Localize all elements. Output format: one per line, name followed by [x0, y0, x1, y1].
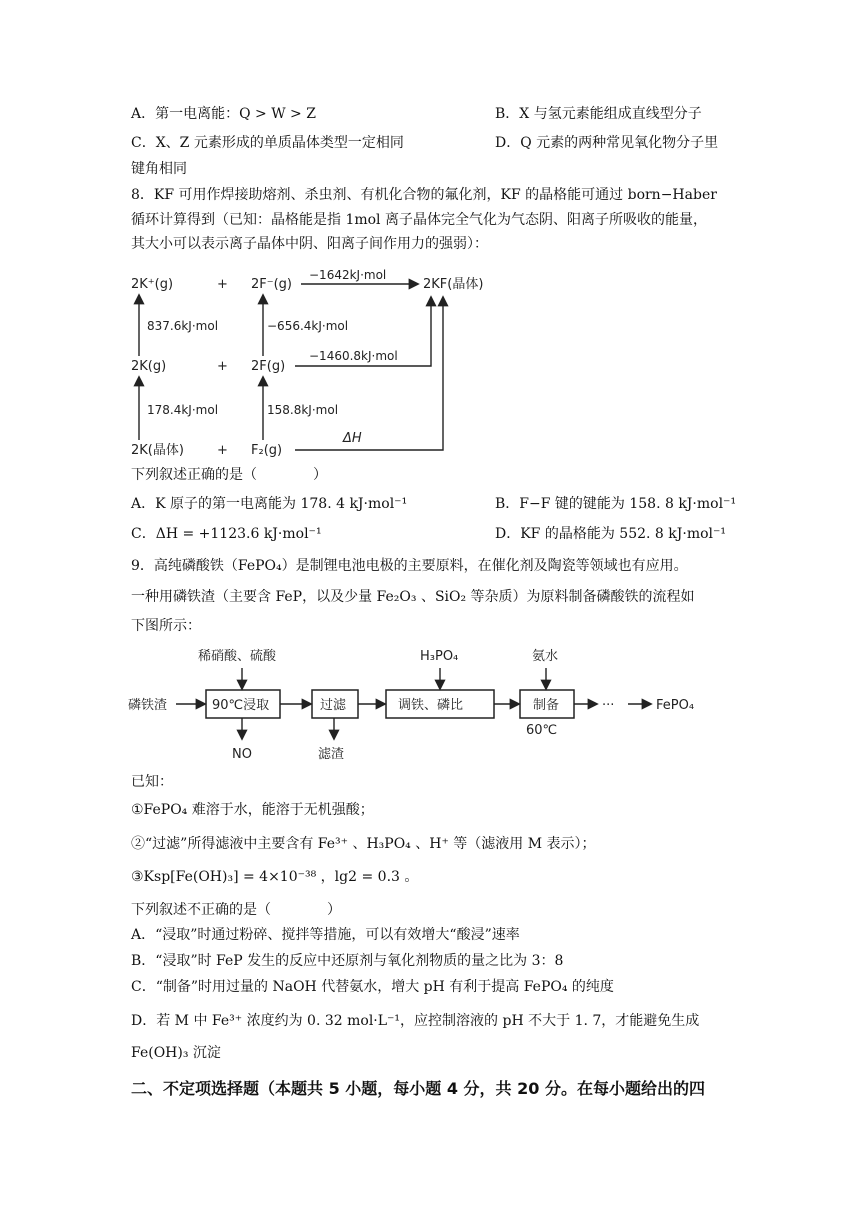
q8-option-b: B．F−F 键的键能为 158. 8 kJ·mol⁻¹: [495, 496, 737, 512]
plus-sign-3: +: [217, 443, 228, 458]
q9-option-d-continued: Fe(OH)₃ 沉淀: [131, 1045, 221, 1061]
product-kf-label: 2KF(晶体): [423, 277, 484, 292]
step-filter-label: 过滤: [320, 698, 347, 713]
q9-prompt: 下列叙述不正确的是（ ）: [131, 902, 341, 918]
q8-option-a: A．K 原子的第一电离能为 178. 4 kJ·mol⁻¹: [131, 496, 408, 512]
temperature-label: 60℃: [526, 723, 558, 738]
q7-option-c: C．X、Z 元素形成的单质晶体类型一定相同: [131, 135, 404, 151]
f2-gas-label: F₂(g): [251, 443, 283, 458]
section-heading: 二、不定项选择题（本题共 5 小题，每小题 4 分，共 20 分。在每小题给出的四: [131, 1079, 705, 1098]
lattice-energy-label: −1642kJ·mol: [309, 268, 387, 282]
product-label: FePO₄: [656, 698, 695, 713]
q7-option-a: A．第一电离能：Q > W > Z: [131, 106, 316, 122]
q9-option-a: A．“浸取”时通过粉碎、搅拌等措施，可以有效增大“酸浸”速率: [131, 927, 520, 943]
reagent3-label: H₃PO₄: [420, 649, 459, 664]
q9-option-d: D．若 M 中 Fe³⁺ 浓度约为 0. 32 mol·L⁻¹，应控制溶液的 pH 不大于 1. 7，才能避免生成: [131, 1013, 700, 1029]
gas-energy-label: −1460.8kJ·mol: [309, 349, 398, 363]
reagent4-label: 氨水: [532, 649, 559, 664]
q7-option-d: D．Q 元素的两种常见氧化物分子里: [495, 135, 719, 151]
q9-option-b: B．“浸取”时 FeP 发生的反应中还原剂与氧化剂物质的量之比为 3：8: [131, 953, 564, 969]
ionization-energy-label: 837.6kJ·mol: [147, 319, 219, 333]
q8-prompt: 下列叙述正确的是（ ）: [131, 467, 327, 483]
sublimation-energy-label: 178.4kJ·mol: [147, 403, 219, 417]
q9-known-3: ③Ksp[Fe(OH)₃] = 4×10⁻³⁸ ，lg2 = 0.3 。: [131, 869, 419, 885]
q9-option-c: C．“制备”时用过量的 NaOH 代替氨水，增大 pH 有利于提高 FePO₄ 的纯度: [131, 979, 614, 995]
k-ion-label: 2K⁺(g): [131, 277, 174, 292]
q9-known-2: ②“过滤”所得滤液中主要含有 Fe³⁺ 、H₃PO₄ 、H⁺ 等（滤液用 M 表示）；: [131, 836, 596, 852]
born-haber-diagram: [125, 262, 515, 462]
q7-option-d-continued: 键角相同: [131, 161, 187, 177]
f-ion-label: 2F⁻(g): [251, 277, 293, 292]
plus-sign-1: +: [217, 277, 228, 292]
residue-label: 滤渣: [318, 747, 345, 762]
step-leaching-label: 90℃浸取: [212, 698, 270, 713]
process-flow-chart: [128, 640, 728, 765]
q7-option-b: B．X 与氢元素能组成直线型分子: [495, 106, 702, 122]
k-gas-label: 2K(g): [131, 359, 167, 374]
q8-stem-line1: 8．KF 可用作焊接助熔剂、杀虫剂、有机化合物的氟化剂，KF 的晶格能可通过 born−Haber: [131, 187, 717, 203]
delta-h-label: ΔH: [343, 431, 362, 446]
k-solid-label: 2K(晶体): [131, 443, 184, 458]
reagent1-label: 稀硝酸、硫酸: [198, 649, 277, 664]
input-label: 磷铁渣: [128, 698, 168, 713]
q8-option-c: C．ΔH = +1123.6 kJ·mol⁻¹: [131, 526, 322, 542]
q9-stem-line2: 一种用磷铁渣（主要含 FeP，以及少量 Fe₂O₃ 、SiO₂ 等杂质）为原料制备磷酸铁的流程如: [131, 589, 695, 605]
no-label: NO: [232, 747, 252, 762]
q9-known-label: 已知：: [131, 774, 173, 790]
q9-stem-line1: 9．高纯磷酸铁（FePO₄）是制锂电池电极的主要原料，在催化剂及陶瓷等领域也有应用。: [131, 558, 688, 574]
step-adjust-label: 调铁、磷比: [398, 698, 464, 713]
f-gas-label: 2F(g): [251, 359, 286, 374]
q8-stem-line3: 其大小可以表示离子晶体中阴、阳离子间作用力的强弱）：: [131, 236, 488, 252]
step-prepare-label: 制备: [533, 698, 560, 713]
q8-stem-line2: 循环计算得到（已知：晶格能是指 1mol 离子晶体完全气化为气态阴、阳离子所吸收的能量，: [131, 212, 707, 228]
q9-known-1: ①FePO₄ 难溶于水，能溶于无机强酸；: [131, 802, 374, 818]
electron-affinity-label: −656.4kJ·mol: [267, 319, 349, 333]
q8-option-d: D．KF 的晶格能为 552. 8 kJ·mol⁻¹: [495, 526, 727, 542]
q9-stem-line3: 下图所示：: [131, 618, 201, 634]
ellipsis-label: ···: [602, 698, 615, 713]
bond-energy-label: 158.8kJ·mol: [267, 403, 339, 417]
plus-sign-2: +: [217, 359, 228, 374]
